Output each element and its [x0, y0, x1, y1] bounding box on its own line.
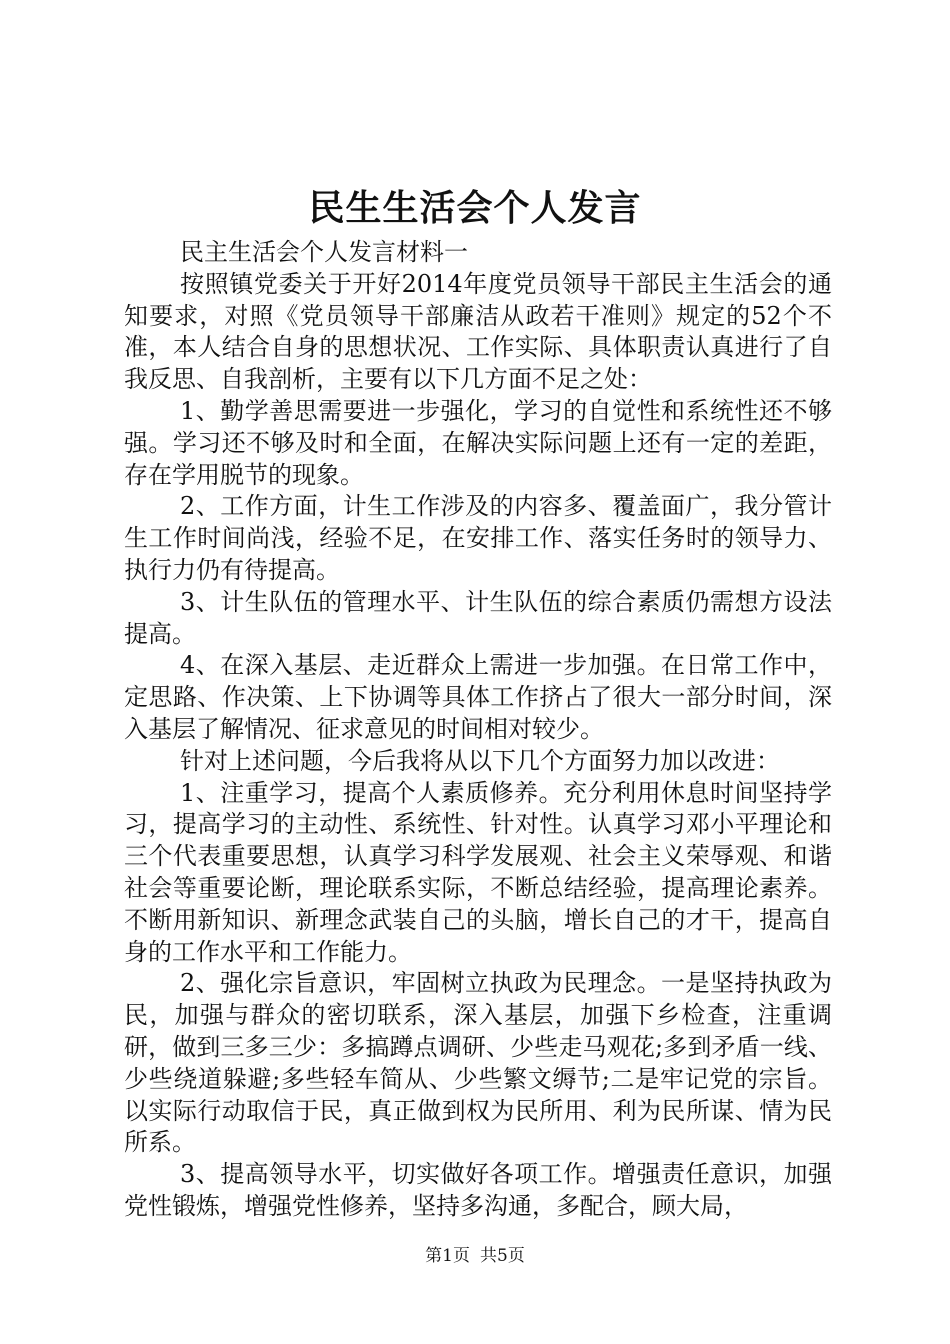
paragraph-intro: 按照镇党委关于开好2014年度党员领导干部民主生活会的通知要求，对照《党员领导干部廉洁从政若干准则》规定的52个不准，本人结合自身的思想状况、工作实际、具体职责认真进行了自我反思、自我剖析，主要有以下几方面不足之处： [124, 269, 832, 394]
paragraph-issue-2: 2、工作方面，计生工作涉及的内容多、覆盖面广，我分管计生工作时间尚浅，经验不足，在安排工作、落实任务时的领导力、执行力仍有待提高。 [124, 492, 832, 584]
document-title: 民生生活会个人发言 [308, 187, 642, 229]
paragraph-improvement-2: 2、强化宗旨意识，牢固树立执政为民理念。一是坚持执政为民，加强与群众的密切联系，深入基层，加强下乡检查，注重调研，做到三多三少：多搞蹲点调研、少些走马观花;多到矛盾一线、少些绕道躲避;多些轻车简从、少些繁文缛节;二是牢记党的宗旨。以实际行动取信于民，真正做到权为民所用、利为民所谋、情为民所系。 [124, 969, 832, 1157]
page-number: 第1页 [425, 1246, 470, 1266]
paragraph-issue-1: 1、勤学善思需要进一步强化，学习的自觉性和系统性还不够强。学习还不够及时和全面，在解决实际问题上还有一定的差距，存在学用脱节的现象。 [124, 396, 832, 489]
document-body [124, 237, 832, 1223]
page-total: 共5页 [480, 1246, 525, 1266]
paragraph-improvement-3: 3、提高领导水平，切实做好各项工作。增强责任意识，加强党性锻炼，增强党性修养，坚持多沟通，多配合，顾大局， [124, 1160, 832, 1220]
paragraph-improvement-1: 1、注重学习，提高个人素质修养。充分利用休息时间坚持学习，提高学习的主动性、系统性、针对性。认真学习邓小平理论和三个代表重要思想，认真学习科学发展观、社会主义荣辱观、和谐社会等重要论断，理论联系实际，不断总结经验，提高理论素养。不断用新知识、新理念武装自己的头脑，增长自己的才干，提高自身的工作水平和工作能力。 [124, 778, 832, 966]
paragraph-improvement-intro: 针对上述问题，今后我将从以下几个方面努力加以改进： [180, 746, 780, 775]
page-footer [0, 1244, 950, 1268]
paragraph-heading: 民主生活会个人发言材料一 [180, 238, 468, 266]
paragraph-issue-4: 4、在深入基层、走近群众上需进一步加强。在日常工作中，定思路、作决策、上下协调等具体工作挤占了很大一部分时间，深入基层了解情况、征求意见的时间相对较少。 [124, 651, 832, 743]
paragraph-issue-3: 3、计生队伍的管理水平、计生队伍的综合素质仍需想方设法提高。 [124, 587, 832, 648]
